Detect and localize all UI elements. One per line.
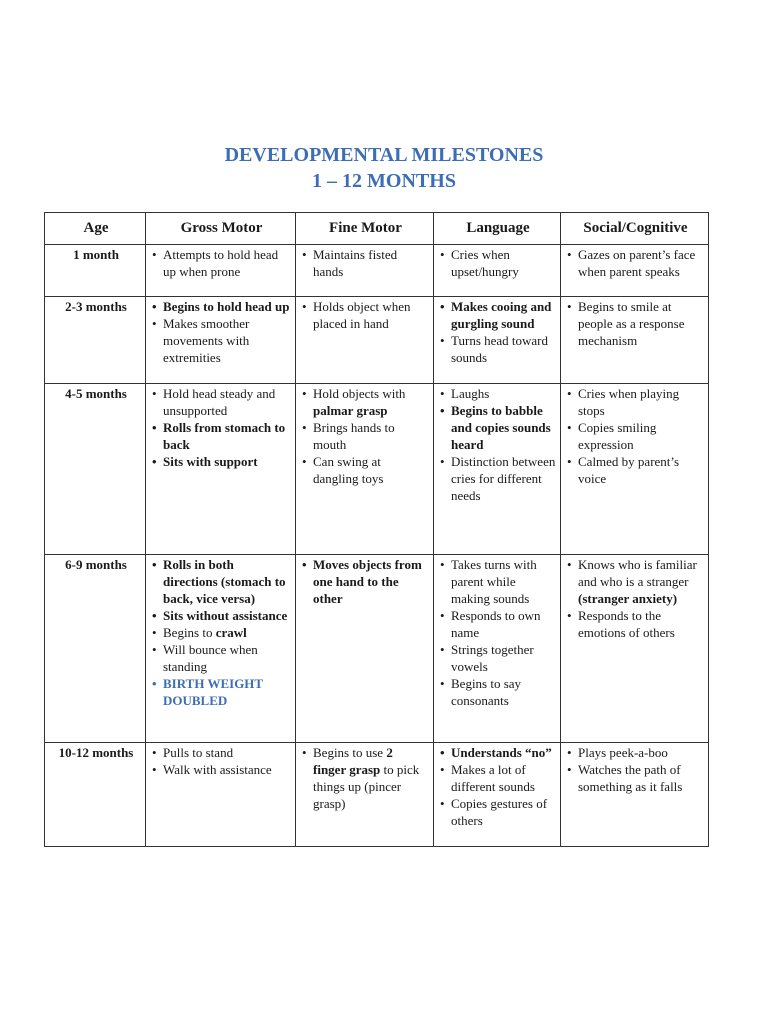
language-cell <box>434 384 561 555</box>
item-text: Knows who is familiar and who is a stranger <box>578 557 697 589</box>
table-row <box>45 245 709 297</box>
list-item: • Begins to smile at people as a response mechanism <box>567 298 704 349</box>
list-item-highlight: • BIRTH WEIGHT DOUBLED <box>152 675 291 709</box>
list-item: • Turns head toward sounds <box>440 332 556 366</box>
list-item: • Copies gestures of others <box>440 795 556 829</box>
list-item: • Makes cooing and gurgling sound <box>440 298 556 332</box>
list-item: • Distinction between cries for different needs <box>440 453 556 504</box>
list-item: • Plays peek-a-boo <box>567 744 704 761</box>
fine-motor-cell <box>296 384 434 555</box>
age-cell: 4-5 months <box>45 384 146 555</box>
list-item: • Attempts to hold head up when prone <box>152 246 291 280</box>
language-cell <box>434 245 561 297</box>
title-line-2: 1 – 12 MONTHS <box>312 170 456 192</box>
list-item <box>567 556 704 607</box>
list-item: • Copies smiling expression <box>567 419 704 453</box>
language-cell <box>434 743 561 847</box>
list-item: • Makes smoother movements with extremities <box>152 315 291 366</box>
title-line-1: DEVELOPMENTAL MILESTONES <box>224 144 544 166</box>
list-item: • Brings hands to mouth <box>302 419 429 453</box>
gross-motor-cell <box>146 384 296 555</box>
header-language: Language <box>434 213 561 245</box>
item-text: Begins to <box>163 625 216 640</box>
list-item: • Cries when upset/hungry <box>440 246 556 280</box>
social-cognitive-cell <box>561 297 709 384</box>
list-item: • Rolls from stomach to back <box>152 419 291 453</box>
list-item: • Moves objects from one hand to the other <box>302 556 429 607</box>
milestones-table <box>44 212 709 847</box>
item-emphasis: palmar grasp <box>313 403 388 418</box>
language-cell <box>434 297 561 384</box>
fine-motor-cell <box>296 297 434 384</box>
list-item: • Calmed by parent’s voice <box>567 453 704 487</box>
list-item: • Begins to babble and copies sounds heard <box>440 402 556 453</box>
list-item <box>152 624 291 641</box>
list-item: • Gazes on parent’s face when parent speaks <box>567 246 704 280</box>
list-item: • Sits without assistance <box>152 607 291 624</box>
gross-motor-cell <box>146 245 296 297</box>
social-cognitive-cell <box>561 555 709 743</box>
fine-motor-cell <box>296 743 434 847</box>
gross-motor-cell <box>146 297 296 384</box>
list-item: • Strings together vowels <box>440 641 556 675</box>
fine-motor-cell <box>296 245 434 297</box>
list-item: • Watches the path of something as it falls <box>567 761 704 795</box>
table-row <box>45 297 709 384</box>
list-item: • Responds to the emotions of others <box>567 607 704 641</box>
item-text: Hold objects with <box>313 386 406 401</box>
gross-motor-cell <box>146 555 296 743</box>
list-item: • Begins to say consonants <box>440 675 556 709</box>
list-item: • Maintains fisted hands <box>302 246 429 280</box>
list-item: • Makes a lot of different sounds <box>440 761 556 795</box>
table-row <box>45 384 709 555</box>
list-item: • Walk with assistance <box>152 761 291 778</box>
list-item: • Responds to own name <box>440 607 556 641</box>
list-item: • Begins to hold head up <box>152 298 291 315</box>
item-emphasis: (stranger anxiety) <box>578 591 678 606</box>
list-item: • Understands “no” <box>440 744 556 761</box>
age-cell: 6-9 months <box>45 555 146 743</box>
list-item <box>302 385 429 419</box>
list-item <box>302 744 429 812</box>
header-age: Age <box>45 213 146 245</box>
item-emphasis: crawl <box>215 625 247 640</box>
header-gross-motor: Gross Motor <box>146 213 296 245</box>
list-item: • Rolls in both directions (stomach to back, vice versa) <box>152 556 291 607</box>
age-cell: 1 month <box>45 245 146 297</box>
list-item: • Will bounce when standing <box>152 641 291 675</box>
item-text: to pick things up (pincer grasp) <box>313 762 420 811</box>
list-item: • Takes turns with parent while making sounds <box>440 556 556 607</box>
age-cell: 10-12 months <box>45 743 146 847</box>
list-item: • Holds object when placed in hand <box>302 298 429 332</box>
list-item: • Sits with support <box>152 453 291 470</box>
page-title <box>0 142 768 194</box>
gross-motor-cell <box>146 743 296 847</box>
social-cognitive-cell <box>561 245 709 297</box>
header-social-cognitive: Social/Cognitive <box>561 213 709 245</box>
social-cognitive-cell <box>561 384 709 555</box>
list-item: • Pulls to stand <box>152 744 291 761</box>
table-row <box>45 555 709 743</box>
table-header-row <box>45 213 709 245</box>
item-text: Begins to use <box>313 745 387 760</box>
list-item: • Hold head steady and unsupported <box>152 385 291 419</box>
language-cell <box>434 555 561 743</box>
fine-motor-cell <box>296 555 434 743</box>
list-item: • Can swing at dangling toys <box>302 453 429 487</box>
table-row <box>45 743 709 847</box>
list-item: • Laughs <box>440 385 556 402</box>
item-emphasis: 2 finger grasp <box>313 745 393 777</box>
social-cognitive-cell <box>561 743 709 847</box>
header-fine-motor: Fine Motor <box>296 213 434 245</box>
list-item: • Cries when playing stops <box>567 385 704 419</box>
age-cell: 2-3 months <box>45 297 146 384</box>
